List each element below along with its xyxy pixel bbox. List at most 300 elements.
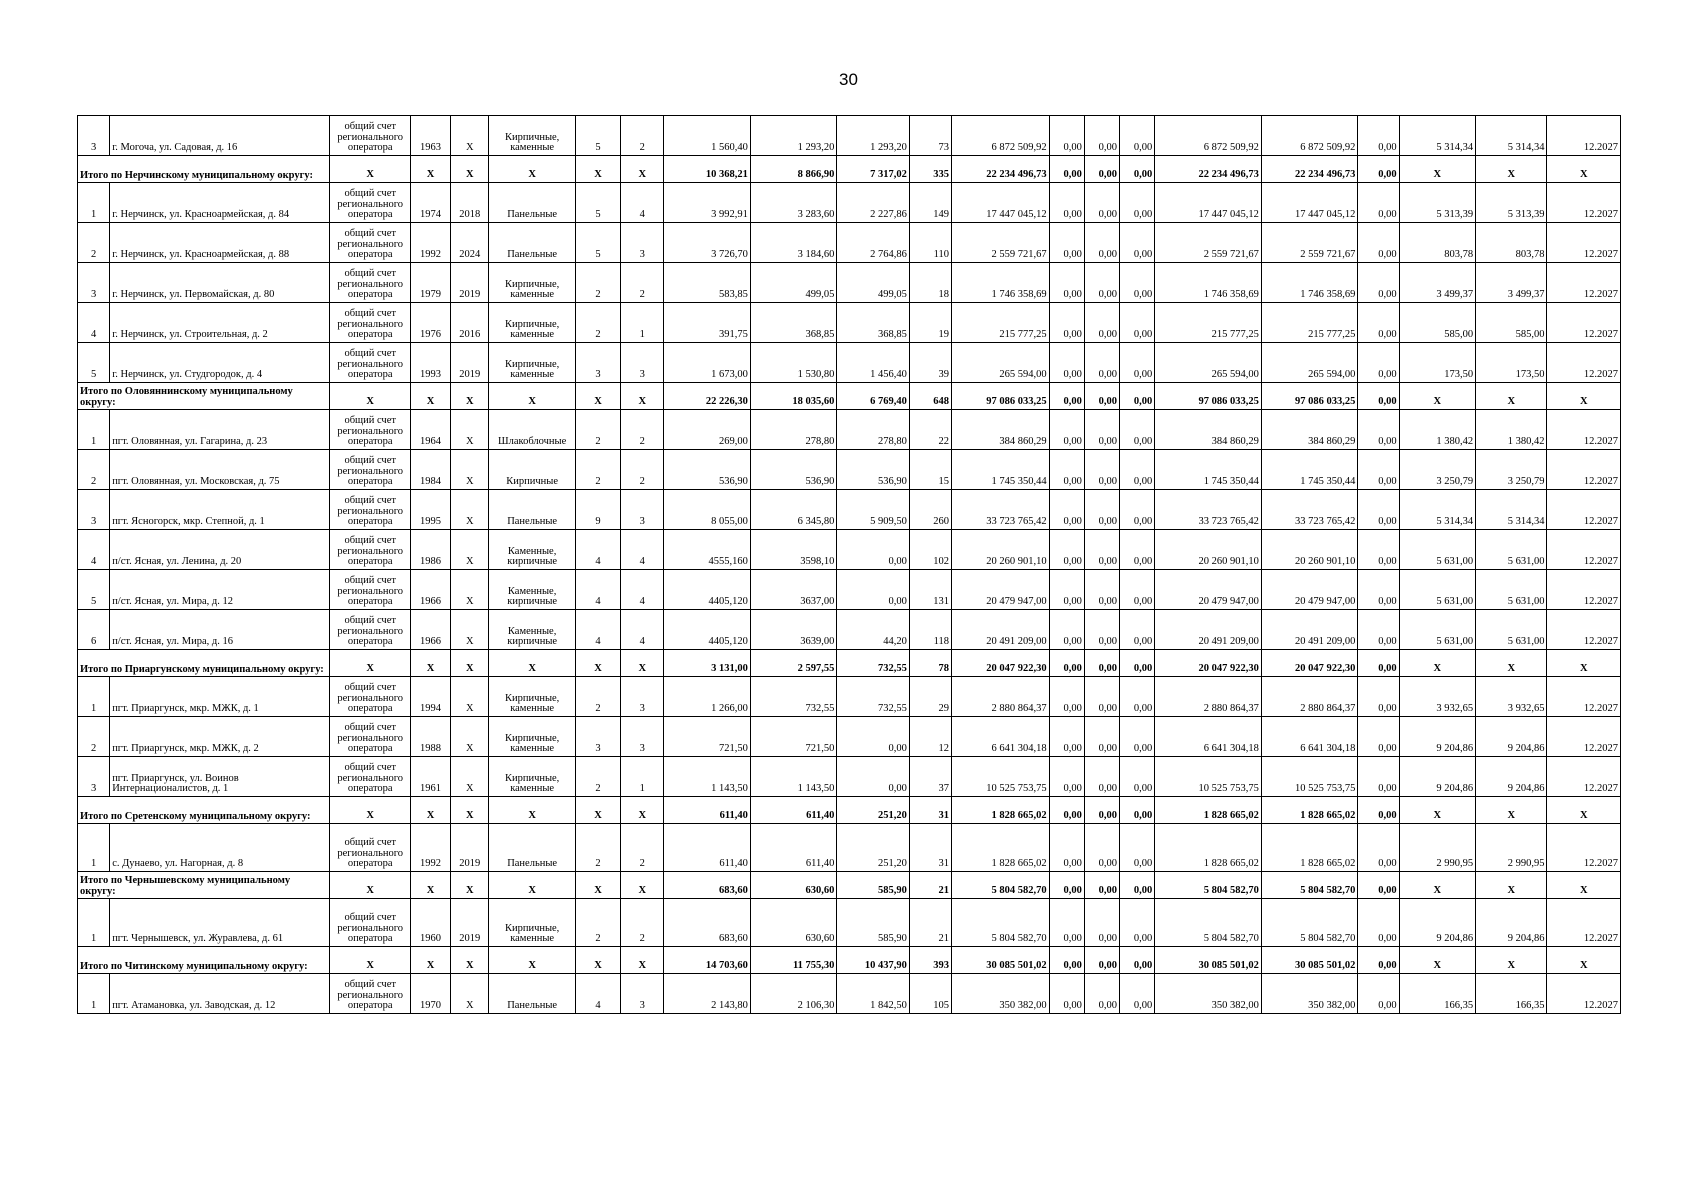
federal-funds-cell: 0,00 [1049,343,1084,383]
unit-cost-limit-cell: 5 314,34 [1476,116,1547,156]
unit-cost-cell: 585,00 [1399,303,1475,343]
unit-cost-limit-cell: 5 631,00 [1476,530,1547,570]
owner-funds-cell: 265 594,00 [1155,343,1262,383]
unit-cost-cell: Х [1399,383,1475,410]
area-premises-cell: 8 866,90 [750,156,837,183]
total-funds-cell: 5 804 582,70 [1261,899,1358,947]
regional-funds-cell: 0,00 [1084,610,1119,650]
floors-cell: 5 [575,116,620,156]
area-residential-cell: 0,00 [837,757,909,797]
completion-date-cell: 12.2027 [1547,530,1621,570]
total-funds-cell: 97 086 033,25 [1261,383,1358,410]
other-funds-cell: 0,00 [1358,183,1399,223]
area-premises-cell: 3637,00 [750,570,837,610]
federal-funds-cell: 0,00 [1049,530,1084,570]
address-cell: г. Нерчинск, ул. Красноармейская, д. 88 [110,223,330,263]
row-number-cell: 3 [78,263,110,303]
unit-cost-limit-cell: 5 314,34 [1476,490,1547,530]
entrances-cell: Х [621,650,664,677]
entrances-cell: 3 [621,717,664,757]
residents-cell: 37 [909,757,951,797]
repair-cost-cell: 265 594,00 [952,343,1050,383]
total-area-cell: 10 368,21 [664,156,751,183]
residents-cell: 73 [909,116,951,156]
owner-funds-cell: 33 723 765,42 [1155,490,1262,530]
local-funds-cell: 0,00 [1120,343,1155,383]
federal-funds-cell: 0,00 [1049,116,1084,156]
funding-method-cell: общий счет регионального оператора [330,410,410,450]
area-premises-cell: 1 143,50 [750,757,837,797]
total-funds-cell: 2 880 864,37 [1261,677,1358,717]
unit-cost-limit-cell: Х [1476,872,1547,899]
row-number-cell: 2 [78,223,110,263]
completion-date-cell: 12.2027 [1547,899,1621,947]
unit-cost-limit-cell: 803,78 [1476,223,1547,263]
unit-cost-limit-cell: 5 631,00 [1476,610,1547,650]
regional-funds-cell: 0,00 [1084,797,1119,824]
other-funds-cell: 0,00 [1358,343,1399,383]
total-funds-cell: 10 525 753,75 [1261,757,1358,797]
total-funds-cell: 1 828 665,02 [1261,797,1358,824]
total-funds-cell: 265 594,00 [1261,343,1358,383]
federal-funds-cell: 0,00 [1049,717,1084,757]
year-built-cell: Х [410,156,450,183]
entrances-cell: 3 [621,490,664,530]
regional-funds-cell: 0,00 [1084,650,1119,677]
completion-date-cell: 12.2027 [1547,263,1621,303]
unit-cost-cell: 1 380,42 [1399,410,1475,450]
funding-method-cell: общий счет регионального оператора [330,824,410,872]
federal-funds-cell: 0,00 [1049,824,1084,872]
local-funds-cell: 0,00 [1120,223,1155,263]
regional-funds-cell: 0,00 [1084,872,1119,899]
address-cell: г. Нерчинск, ул. Строительная, д. 2 [110,303,330,343]
owner-funds-cell: 22 234 496,73 [1155,156,1262,183]
entrances-cell: 3 [621,974,664,1014]
total-area-cell: 4405,120 [664,610,751,650]
repair-cost-cell: 6 872 509,92 [952,116,1050,156]
year-built-cell: Х [410,797,450,824]
owner-funds-cell: 20 491 209,00 [1155,610,1262,650]
row-number-cell: 3 [78,490,110,530]
area-premises-cell: 2 597,55 [750,650,837,677]
year-built-cell: 1976 [410,303,450,343]
regional-funds-cell: 0,00 [1084,570,1119,610]
regional-funds-cell: 0,00 [1084,156,1119,183]
residents-cell: 31 [909,797,951,824]
floors-cell: 2 [575,757,620,797]
year-built-cell: Х [410,947,450,974]
floors-cell: 2 [575,410,620,450]
district-total-caption: Итого по Приаргунскому муниципальному округу: [78,650,330,677]
funding-method-cell: общий счет регионального оператора [330,899,410,947]
unit-cost-limit-cell: 5 631,00 [1476,570,1547,610]
wall-material-cell: Кирпичные, каменные [489,343,576,383]
federal-funds-cell: 0,00 [1049,383,1084,410]
year-repair-cell: 2019 [451,824,489,872]
repair-cost-cell: 5 804 582,70 [952,872,1050,899]
district-total-caption: Итого по Оловяннинскому муниципальному округу: [78,383,330,410]
owner-funds-cell: 20 479 947,00 [1155,570,1262,610]
year-built-cell: 1993 [410,343,450,383]
other-funds-cell: 0,00 [1358,757,1399,797]
unit-cost-limit-cell: 3 250,79 [1476,450,1547,490]
year-repair-cell: Х [451,450,489,490]
other-funds-cell: 0,00 [1358,610,1399,650]
unit-cost-cell: Х [1399,650,1475,677]
total-funds-cell: 1 745 350,44 [1261,450,1358,490]
funding-method-cell: общий счет регионального оператора [330,183,410,223]
entrances-cell: Х [621,383,664,410]
other-funds-cell: 0,00 [1358,156,1399,183]
table-row [78,974,1621,1014]
floors-cell: 3 [575,343,620,383]
wall-material-cell: Каменные, кирпичные [489,530,576,570]
wall-material-cell: Кирпичные, каменные [489,717,576,757]
row-number-cell: 1 [78,410,110,450]
year-repair-cell: Х [451,650,489,677]
funding-method-cell: общий счет регионального оператора [330,303,410,343]
unit-cost-cell: 3 499,37 [1399,263,1475,303]
wall-material-cell: Кирпичные, каменные [489,899,576,947]
other-funds-cell: 0,00 [1358,974,1399,1014]
local-funds-cell: 0,00 [1120,490,1155,530]
district-total-row [78,383,1621,410]
completion-date-cell: 12.2027 [1547,757,1621,797]
completion-date-cell: 12.2027 [1547,450,1621,490]
residents-cell: 118 [909,610,951,650]
entrances-cell: 4 [621,183,664,223]
floors-cell: 2 [575,303,620,343]
table-row [78,450,1621,490]
year-built-cell: 1966 [410,570,450,610]
owner-funds-cell: 20 260 901,10 [1155,530,1262,570]
repair-cost-cell: 2 559 721,67 [952,223,1050,263]
completion-date-cell: 12.2027 [1547,303,1621,343]
owner-funds-cell: 6 872 509,92 [1155,116,1262,156]
year-repair-cell: 2019 [451,899,489,947]
regional-funds-cell: 0,00 [1084,824,1119,872]
unit-cost-cell: 9 204,86 [1399,757,1475,797]
year-built-cell: 1992 [410,223,450,263]
owner-funds-cell: 5 804 582,70 [1155,899,1262,947]
year-repair-cell: Х [451,410,489,450]
federal-funds-cell: 0,00 [1049,650,1084,677]
area-premises-cell: 3598,10 [750,530,837,570]
other-funds-cell: 0,00 [1358,824,1399,872]
total-area-cell: 3 726,70 [664,223,751,263]
total-funds-cell: 384 860,29 [1261,410,1358,450]
completion-date-cell: 12.2027 [1547,824,1621,872]
entrances-cell: 2 [621,450,664,490]
local-funds-cell: 0,00 [1120,650,1155,677]
year-built-cell: 1966 [410,610,450,650]
floors-cell: 2 [575,899,620,947]
repair-cost-cell: 2 880 864,37 [952,677,1050,717]
unit-cost-limit-cell: Х [1476,650,1547,677]
unit-cost-cell: Х [1399,797,1475,824]
federal-funds-cell: 0,00 [1049,490,1084,530]
local-funds-cell: 0,00 [1120,570,1155,610]
residents-cell: 31 [909,824,951,872]
local-funds-cell: 0,00 [1120,947,1155,974]
unit-cost-cell: 5 314,34 [1399,116,1475,156]
row-number-cell: 5 [78,570,110,610]
unit-cost-limit-cell: Х [1476,383,1547,410]
row-number-cell: 1 [78,183,110,223]
table-body [78,116,1621,1014]
total-funds-cell: 1 828 665,02 [1261,824,1358,872]
wall-material-cell: Кирпичные, каменные [489,116,576,156]
wall-material-cell: Кирпичные, каменные [489,263,576,303]
unit-cost-limit-cell: 585,00 [1476,303,1547,343]
address-cell: п/ст. Ясная, ул. Ленина, д. 20 [110,530,330,570]
area-residential-cell: 278,80 [837,410,909,450]
floors-cell: Х [575,383,620,410]
row-number-cell: 2 [78,717,110,757]
wall-material-cell: Панельные [489,824,576,872]
total-funds-cell: 22 234 496,73 [1261,156,1358,183]
local-funds-cell: 0,00 [1120,263,1155,303]
entrances-cell: Х [621,156,664,183]
district-total-row [78,650,1621,677]
funding-method-cell: общий счет регионального оператора [330,343,410,383]
address-cell: пгт. Приаргунск, мкр. МЖК, д. 2 [110,717,330,757]
regional-funds-cell: 0,00 [1084,490,1119,530]
other-funds-cell: 0,00 [1358,263,1399,303]
regional-funds-cell: 0,00 [1084,263,1119,303]
entrances-cell: 2 [621,116,664,156]
address-cell: пгт. Атамановка, ул. Заводская, д. 12 [110,974,330,1014]
total-funds-cell: 2 559 721,67 [1261,223,1358,263]
unit-cost-limit-cell: 5 313,39 [1476,183,1547,223]
completion-date-cell: 12.2027 [1547,223,1621,263]
total-area-cell: 1 673,00 [664,343,751,383]
year-built-cell: 1961 [410,757,450,797]
year-built-cell: Х [410,383,450,410]
address-cell: пгт. Оловянная, ул. Гагарина, д. 23 [110,410,330,450]
total-funds-cell: 1 746 358,69 [1261,263,1358,303]
area-premises-cell: 11 755,30 [750,947,837,974]
unit-cost-cell: 5 631,00 [1399,530,1475,570]
repair-cost-cell: 10 525 753,75 [952,757,1050,797]
repair-cost-cell: 22 234 496,73 [952,156,1050,183]
year-repair-cell: 2016 [451,303,489,343]
floors-cell: Х [575,797,620,824]
district-total-caption: Итого по Чернышевскому муниципальному округу: [78,872,330,899]
funding-method-cell: общий счет регионального оператора [330,717,410,757]
total-area-cell: 391,75 [664,303,751,343]
total-area-cell: 1 560,40 [664,116,751,156]
regional-funds-cell: 0,00 [1084,183,1119,223]
completion-date-cell: 12.2027 [1547,410,1621,450]
area-premises-cell: 3 283,60 [750,183,837,223]
wall-material-cell: Х [489,872,576,899]
year-built-cell: 1979 [410,263,450,303]
total-area-cell: 22 226,30 [664,383,751,410]
federal-funds-cell: 0,00 [1049,899,1084,947]
unit-cost-cell: 3 250,79 [1399,450,1475,490]
federal-funds-cell: 0,00 [1049,450,1084,490]
unit-cost-limit-cell: 9 204,86 [1476,757,1547,797]
funding-method-cell: Х [330,797,410,824]
unit-cost-limit-cell: 2 990,95 [1476,824,1547,872]
district-total-row [78,156,1621,183]
federal-funds-cell: 0,00 [1049,156,1084,183]
federal-funds-cell: 0,00 [1049,610,1084,650]
total-funds-cell: 17 447 045,12 [1261,183,1358,223]
floors-cell: Х [575,650,620,677]
completion-date-cell: 12.2027 [1547,677,1621,717]
unit-cost-limit-cell: 9 204,86 [1476,717,1547,757]
other-funds-cell: 0,00 [1358,303,1399,343]
repair-cost-cell: 1 828 665,02 [952,797,1050,824]
funding-method-cell: общий счет регионального оператора [330,450,410,490]
local-funds-cell: 0,00 [1120,899,1155,947]
year-built-cell: 1995 [410,490,450,530]
total-area-cell: 583,85 [664,263,751,303]
unit-cost-limit-cell: 166,35 [1476,974,1547,1014]
total-area-cell: 269,00 [664,410,751,450]
other-funds-cell: 0,00 [1358,717,1399,757]
unit-cost-cell: 3 932,65 [1399,677,1475,717]
unit-cost-limit-cell: Х [1476,947,1547,974]
owner-funds-cell: 2 559 721,67 [1155,223,1262,263]
federal-funds-cell: 0,00 [1049,757,1084,797]
funding-method-cell: общий счет регионального оператора [330,530,410,570]
row-number-cell: 5 [78,343,110,383]
owner-funds-cell: 6 641 304,18 [1155,717,1262,757]
entrances-cell: 1 [621,303,664,343]
area-residential-cell: 368,85 [837,303,909,343]
unit-cost-limit-cell: 3 499,37 [1476,263,1547,303]
area-premises-cell: 1 293,20 [750,116,837,156]
residents-cell: 22 [909,410,951,450]
table-row [78,899,1621,947]
table-row [78,717,1621,757]
repair-cost-cell: 20 491 209,00 [952,610,1050,650]
other-funds-cell: 0,00 [1358,677,1399,717]
table-row [78,490,1621,530]
unit-cost-limit-cell: 173,50 [1476,343,1547,383]
table-row [78,343,1621,383]
wall-material-cell: Кирпичные, каменные [489,303,576,343]
area-residential-cell: 10 437,90 [837,947,909,974]
other-funds-cell: 0,00 [1358,383,1399,410]
entrances-cell: 2 [621,410,664,450]
address-cell: пгт. Приаргунск, мкр. МЖК, д. 1 [110,677,330,717]
total-area-cell: 8 055,00 [664,490,751,530]
area-residential-cell: 0,00 [837,570,909,610]
residents-cell: 105 [909,974,951,1014]
funding-method-cell: общий счет регионального оператора [330,974,410,1014]
total-area-cell: 683,60 [664,872,751,899]
year-built-cell: 1986 [410,530,450,570]
local-funds-cell: 0,00 [1120,757,1155,797]
total-funds-cell: 5 804 582,70 [1261,872,1358,899]
housing-repair-table [77,115,1621,1014]
local-funds-cell: 0,00 [1120,303,1155,343]
total-area-cell: 683,60 [664,899,751,947]
completion-date-cell: 12.2027 [1547,570,1621,610]
regional-funds-cell: 0,00 [1084,383,1119,410]
repair-cost-cell: 33 723 765,42 [952,490,1050,530]
completion-date-cell: 12.2027 [1547,490,1621,530]
owner-funds-cell: 350 382,00 [1155,974,1262,1014]
other-funds-cell: 0,00 [1358,650,1399,677]
entrances-cell: 3 [621,343,664,383]
funding-method-cell: общий счет регионального оператора [330,223,410,263]
area-residential-cell: 585,90 [837,899,909,947]
total-funds-cell: 350 382,00 [1261,974,1358,1014]
wall-material-cell: Шлакоблочные [489,410,576,450]
regional-funds-cell: 0,00 [1084,717,1119,757]
area-residential-cell: 585,90 [837,872,909,899]
other-funds-cell: 0,00 [1358,797,1399,824]
year-built-cell: 1964 [410,410,450,450]
area-residential-cell: 1 842,50 [837,974,909,1014]
year-repair-cell: Х [451,116,489,156]
table-row [78,610,1621,650]
year-repair-cell: Х [451,570,489,610]
year-built-cell: 1984 [410,450,450,490]
year-built-cell: 1960 [410,899,450,947]
year-repair-cell: Х [451,156,489,183]
other-funds-cell: 0,00 [1358,872,1399,899]
regional-funds-cell: 0,00 [1084,530,1119,570]
floors-cell: 5 [575,223,620,263]
other-funds-cell: 0,00 [1358,490,1399,530]
district-total-row [78,797,1621,824]
total-funds-cell: 6 641 304,18 [1261,717,1358,757]
area-premises-cell: 368,85 [750,303,837,343]
floors-cell: Х [575,872,620,899]
unit-cost-cell: Х [1399,947,1475,974]
other-funds-cell: 0,00 [1358,530,1399,570]
repair-cost-cell: 20 047 922,30 [952,650,1050,677]
year-repair-cell: Х [451,383,489,410]
federal-funds-cell: 0,00 [1049,183,1084,223]
area-premises-cell: 18 035,60 [750,383,837,410]
table-row [78,530,1621,570]
total-area-cell: 14 703,60 [664,947,751,974]
entrances-cell: 3 [621,223,664,263]
unit-cost-limit-cell: Х [1476,156,1547,183]
table-row [78,183,1621,223]
row-number-cell: 1 [78,824,110,872]
residents-cell: 78 [909,650,951,677]
year-repair-cell: 2019 [451,263,489,303]
owner-funds-cell: 1 746 358,69 [1155,263,1262,303]
area-premises-cell: 536,90 [750,450,837,490]
other-funds-cell: 0,00 [1358,450,1399,490]
total-funds-cell: 20 047 922,30 [1261,650,1358,677]
row-number-cell: 1 [78,974,110,1014]
year-repair-cell: Х [451,490,489,530]
funding-method-cell: Х [330,947,410,974]
unit-cost-cell: 2 990,95 [1399,824,1475,872]
federal-funds-cell: 0,00 [1049,410,1084,450]
local-funds-cell: 0,00 [1120,717,1155,757]
year-repair-cell: Х [451,974,489,1014]
address-cell: г. Могоча, ул. Садовая, д. 16 [110,116,330,156]
funding-method-cell: общий счет регионального оператора [330,116,410,156]
floors-cell: 4 [575,530,620,570]
table-row [78,410,1621,450]
total-area-cell: 721,50 [664,717,751,757]
unit-cost-cell: 5 631,00 [1399,610,1475,650]
area-residential-cell: 499,05 [837,263,909,303]
